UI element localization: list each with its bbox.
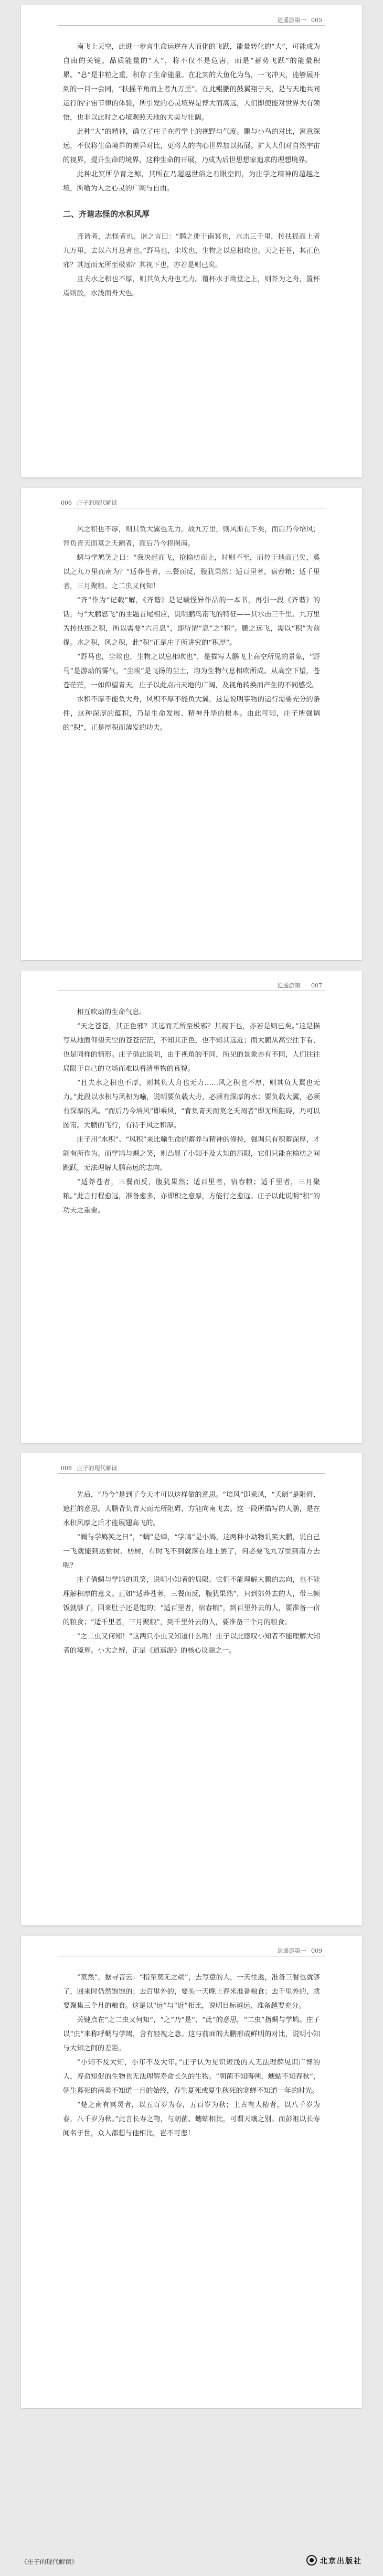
page-body [63,1488,320,1658]
book-page-4 [21,1453,362,1925]
running-head [58,1464,325,1474]
paragraph: “适莽苍者，三餐而反，腹犹果然；适百里者，宿舂粮；适千里者，三月聚粮。”此言行程愈远，准备愈多，亦即积之愈厚，方能行之愈远。庄子以此说明“积”的功夫之重要。 [63,1178,320,1215]
paragraph: 先后，“乃今”是到了今天才可以这样做的意思。“培风”即乘风，“夭阏”是阻碍、遮拦的意思。大鹏背负青天而无所阻碍，方能向南飞去。这一段所描写的大鹏，是在水积风厚之后才能展翅高飞的。 [63,1491,320,1527]
paragraph: “莫然”，据寻音云：“指至莫无之端”，去写意的人，一天往返，准备三餐也就够了，回来时仍然饱饱的；去百里外的，要头一天晚上舂米准备粮食；去千里外的，就要聚集三个月的粮食。这是以“远”与“近”相比，说明目标越远，准备越要充分。 [63,1974,320,2010]
paragraph: “楚之南有冥灵者，以五百岁为春，五百岁为秋；上古有大椿者，以八千岁为春，八千岁为秋。”此言长寿之物，与朝菌、蟪蛄相比，可谓天壤之别。而彭祖以长寿闻名于世，众人都想与他相比，岂不可悲！ [63,2101,320,2137]
publisher-name: 北京出版社 [320,2557,362,2565]
running-head-title: 庄子的现代解读 [77,1465,118,1472]
paragraph: “之二虫又何知！”这两只小虫又知道什么呢！庄子以此感叹小知者不能理解大知者的境界。小大之辨，正是《逍遥游》的核心议题之一。 [63,1633,320,1655]
book-page-1 [21,5,362,477]
paragraph: 水积不厚不能负大舟，风积不厚不能负大翼，这是说明事物的运行需要充分的条件，这种深厚的蕴积，乃是生命发展、精神升华的根本。由此可知，庄子所强调的“积”，正是厚积而薄发的功夫。 [63,696,320,732]
paragraph: 南飞上天空，此进一步言生命运逆在大而化的飞跃，能量转化的“大”，可能成为自由的关键。品质能量的“大”，将不仅不是危害，而是“蓄势飞跃”的能量积累。“息”是非粒之重，积存了生命能量。在北冥的大鱼化为鸟，一飞冲天，能够展开到的一目一会同，“扶摇羊角而上者九万里”。在此鲲鹏的鼓翼翔于天，是与天地共同运行的宇宙节律的体验，所引发的心灵境界是博大而高远，人们即使能对世界大有领悟，也非以此时之心境观照天地的大美与壮阔。 [63,43,320,122]
page-number: 005 [311,17,322,24]
book-page-2 [21,488,362,960]
paragraph: 此种北冥所孕育之鲸，其所在乃超越世俗之有限空间，为庄学之精神的超越之境，所喻为人之心灵的广阔与自由。 [63,171,320,193]
paragraph: “蜩与学鸠笑之曰”，“蜩”是蝉，“学鸠”是小鸠，这两种小动物讥笑大鹏，说自己一飞就能到达榆树、枋树，有时飞不到就落在地上罢了，何必要飞九万里到南方去呢？ [63,1534,320,1570]
book-page-3 [21,971,362,1443]
section-heading: 二、齐谐志怪的水积风厚 [63,209,150,219]
paragraph: 此种“大”的精神，确立了庄子在哲学上的视野与气度。鹏与小鸟的对比，寓意深远，不仅将生命境界的差异对比，更将人的内心世界加以拓展。扩大人们对自然宇宙的视界，提升生命的境界，这种生命的开展，乃成为后世思想家追求的理想境界。 [63,128,320,164]
quoted-passage: 风之积也不厚，则其负大翼也无力。故九万里，则风斯在下矣，而后乃今培风；背负青天而莫之夭阏者，而后乃今将图南。 [63,526,320,548]
running-head-title: 逍遥游第一 [277,982,306,989]
quoted-passage: 齐谐者，志怪者也。谐之言曰：“鹏之徙于南冥也，水击三千里，抟扶摇而上者九万里，去以六月息者也。”野马也，尘埃也，生物之以息相吹也。天之苍苍，其正色邪？其远而无所至极邪？其视下也，亦若是则已矣。 [63,233,320,269]
running-head-title: 庄子的现代解读 [77,499,118,506]
paragraph: 庄子借蜩与学鸠的讥笑，说明小知者的局限。它们不能理解大鹏的志向，也不能理解积厚的意义。正如“适莽苍者，三餐而反，腹犹果然”，只到郊外去的人，带三顿饭就够了，回来肚子还是饱的；“适百里者，宿舂粮”，到百里外去的人，要准备一宿的粮食；“适千里者，三月聚粮”，到千里外去的人，要准备三个月的粮食。 [63,1576,320,1626]
footer-book-title: 《庄子的现代解读》 [21,2558,78,2566]
publisher-mark [306,2555,362,2566]
running-head [58,981,325,991]
running-head-title: 逍遥游第一 [277,1947,306,1954]
paragraph: “且夫水之积也不厚，则其负大舟也无力……风之积也不厚，则其负大翼也无力。”此段以水积与风积为喻，说明要负载大舟，必须有深厚的水；要负载大翼，必须有深厚的风。“而后乃今培风”即乘风，“背负青天而莫之夭阏者”即无所阻碍，乃可以图南。大鹏的飞行，有待于风之积厚。 [63,1079,320,1130]
document-footer [0,2550,383,2571]
running-head [58,498,325,508]
book-page-5 [21,1936,362,2408]
running-head-title: 逍遥游第一 [277,17,306,24]
paragraph: 庄子用“水积”、“风积”来比喻生命的蓄养与精神的修持，强调只有积蓄深厚，才能有所作为。而学鸠与蜩之笑，则凸显了小知不及大知的局限，它们只能在榆枋之间跳跃，无法理解大鹏高远的志向。 [63,1136,320,1172]
page-number: 007 [311,982,322,989]
quoted-passage: 蜩与学鸠笑之曰：“我决起而飞，抢榆枋而止，时则不至，而控于地而已矣，奚以之九万里而南为？”适莽苍者，三餐而反，腹犹果然；适百里者，宿舂粮；适千里者，三月聚粮。之二虫又何知！ [63,554,320,590]
paragraph: “野马也，尘埃也，生物之以息相吹也”，是描写大鹏飞上高空所见的景象，“野马”是游动的雾气，“尘埃”是飞扬的尘土，均为生物气息相吹所成。从高空下望，苍苍茫茫，一如仰望青天。庄子以此点出天地的广阔，及视角转换而产生的不同感受。 [63,653,320,689]
page-number: 006 [61,499,72,506]
page-body [63,523,320,735]
paragraph: 相互吹动的生命气息。 [77,1008,146,1016]
page-body [63,1005,320,1218]
running-head [58,1946,325,1956]
paragraph: “齐”作为“记载”解，《齐谐》是记载怪异作品的一本书，再引一段《齐谐》的话，与“大鹏怒飞”的主题首尾相应，说明鹏鸟南飞的特征——其水击三千里、九万里为抟扶摇之积，所以需要“六月息”，即所谓“息”之“积”。鹏之远飞，需以“积”为前提。水之积，风之积，此“积”正是庄子所讲究的“积厚”。 [63,597,320,647]
running-head [58,16,325,26]
paragraph: “天之苍苍，其正色邪？其远而无所至极邪？其视下也，亦若是则已矣。”这是描写从地面仰望天空的苍苍茫茫，不知其正色，也不知其远近；而大鹏从高空往下看，也是同样的情形。庄子借此说明，由于视角的不同，所见的景象亦有不同，人们往往局限于自己的立场而难以看清事物的真貌。 [63,1023,320,1073]
paragraph: “小知不及大知，小年不及大年。”庄子认为见识短浅的人无法理解见识广博的人，寿命短促的生物也无法理解寿命长久的生物。“朝菌不知晦朔，蟪蛄不知春秋”，朝生暮死的菌类不知道一月的始终，春生夏死或夏生秋死的寒蝉不知道一年的时光。 [63,2059,320,2095]
quoted-passage: 且夫水之积也不厚，则其负大舟也无力。覆杯水于坳堂之上，则芥为之舟，置杯焉则胶，水浅而舟大也。 [63,275,320,297]
page-body [63,1971,320,2141]
page-number: 009 [311,1947,322,1954]
page-number: 008 [61,1465,72,1472]
paragraph: 关键点在“之二虫又何知”，“之”乃“是”、“此”的意思，“二虫”指蜩与学鸠。庄子以“虫”来称呼蜩与学鸠，含有轻视之意。这与前面的大鹏形成鲜明的对比，说明小知与大知之间的差距。 [63,2016,320,2052]
publisher-logo-icon [306,2555,317,2566]
page-body [63,40,320,301]
